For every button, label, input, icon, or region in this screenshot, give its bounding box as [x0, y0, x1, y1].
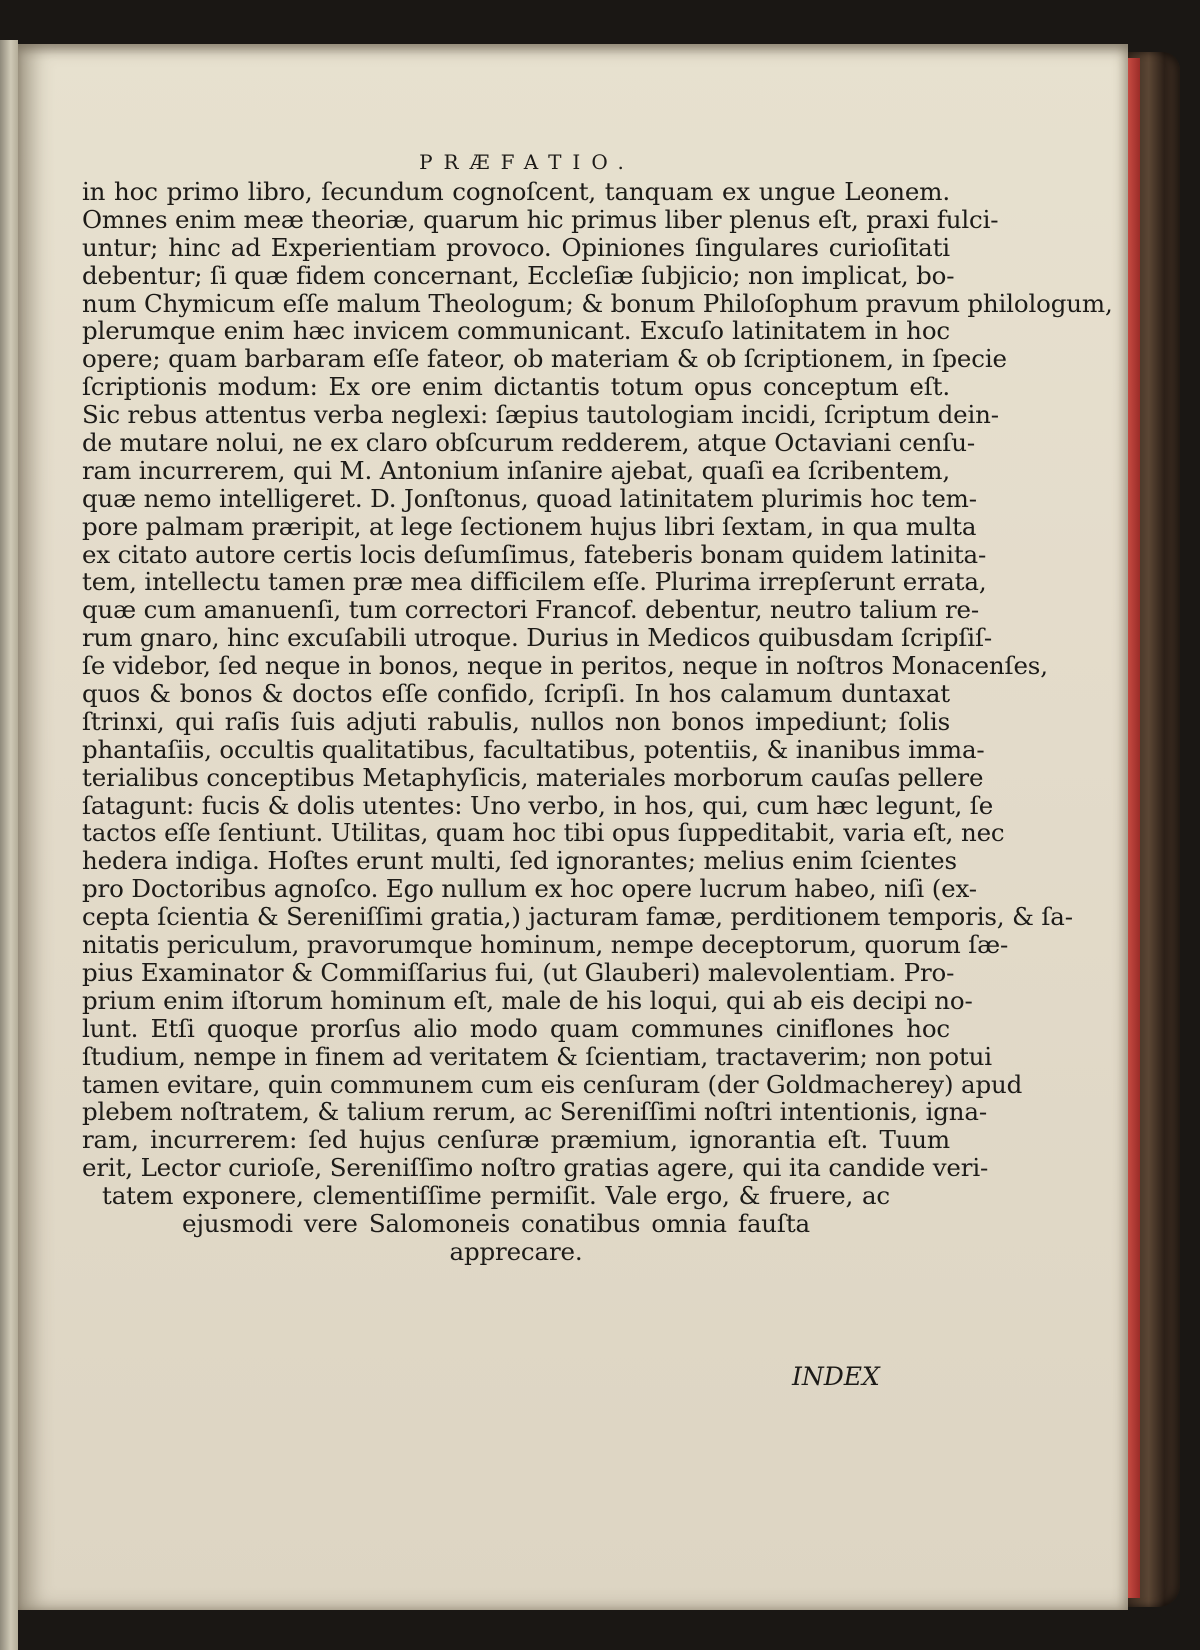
text-line: num Chymicum eſſe malum Theologum; & bonum Philoſophum pravum philologum,	[82, 288, 1113, 318]
text-line: pore palmam præripit, at lege ſectionem hujus libri ſextam, in qua multa	[82, 511, 977, 541]
text-line: Omnes enim meæ theoriæ, quarum hic primus liber plenus eſt, praxi fulci-	[82, 204, 999, 234]
text-line: tem, intellectu tamen præ mea difficilem eſſe. Plurima irrepſerunt errata,	[82, 567, 987, 597]
text-line: pro Doctoribus agnoſco. Ego nullum ex hoc opere lucrum habeo, niſi (ex-	[82, 874, 977, 904]
text-line: ex citato autore certis locis deſumſimus, fateberis bonam quidem latinita-	[82, 539, 987, 569]
text-line: opere; quam barbaram eſſe fateor, ob materiam & ob ſcriptionem, in ſpecie	[82, 344, 1007, 374]
text-line: de mutare nolui, ne ex claro obſcurum redderem, atque Octaviani cenſu-	[82, 428, 975, 458]
text-line: nitatis periculum, pravorumque hominum, nempe deceptorum, quorum ſæ-	[82, 930, 1009, 960]
text-line: ſtudium, nempe in finem ad veritatem & ſcientiam, tractaverim; non potui	[82, 1041, 992, 1071]
text-line: plebem noſtratem, & talium rerum, ac Sereniſſimi noſtri intentionis, igna-	[82, 1097, 988, 1127]
text-line: quæ nemo intelligeret. D. Jonſtonus, quoad latinitatem plurimis hoc tem-	[82, 483, 977, 513]
text-line: ejusmodi vere Salomoneis conatibus omnia fauſta	[182, 1208, 810, 1238]
text-line: debentur; ſi quæ fidem concernant, Eccleſiæ ſubjicio; non implicat, bo-	[82, 260, 955, 290]
text-line: lunt. Etſi quoque prorſus alio modo quam communes ciniflones hoc	[82, 1013, 950, 1043]
text-line: tamen evitare, quin communem cum eis cenſuram (der Goldmacherey) apud	[82, 1069, 1023, 1099]
text-line: ſe videbor, ſed neque in bonos, neque in peritos, neque in noſtros Monacenſes,	[82, 651, 1048, 681]
body-text	[82, 177, 1113, 1266]
text-line: erit, Lector curioſe, Sereniſſimo noſtro gratias agere, qui ita candide veri-	[82, 1153, 989, 1183]
text-line: ram incurrerem, qui M. Antonium inſanire ajebat, quaſi ea ſcribentem,	[82, 455, 950, 485]
text-line: Sic rebus attentus verba neglexi: ſæpius tautologiam incidi, ſcriptum dein-	[82, 400, 999, 430]
facing-page-edge	[0, 40, 18, 1650]
text-line: quæ cum amanuenſi, tum correctori Francof. debentur, neutro talium re-	[82, 595, 980, 625]
text-line: apprecare.	[449, 1236, 583, 1266]
text-line: cepta ſcientia & Sereniſſimi gratia,) jacturam famæ, perditionem temporis, & ſa-	[82, 902, 1073, 932]
text-line: terialibus conceptibus Metaphyſicis, materiales morborum cauſas pellere	[82, 762, 984, 792]
text-line: ram, incurrerem: ſed hujus cenſuræ præmium, ignorantia eſt. Tuum	[82, 1125, 950, 1155]
text-line: tatem exponere, clementiſſime permiſit. Vale ergo, & fruere, ac	[102, 1181, 890, 1211]
text-line: quos & bonos & doctos eſſe confido, ſcripſi. In hos calamum duntaxat	[82, 679, 950, 709]
text-line: ſatagunt: fucis & dolis utentes: Uno verbo, in hos, qui, cum hæc legunt, ſe	[82, 790, 994, 820]
text-line: ſtrinxi, qui raſis ſuis adjuti rabulis, nullos non bonos impediunt; ſolis	[82, 706, 950, 736]
red-page-edge	[1128, 58, 1140, 1598]
text-line: phantaſiis, occultis qualitatibus, facultatibus, potentiis, & inanibus imma-	[82, 734, 985, 764]
catchword: INDEX	[792, 1362, 880, 1391]
text-line: rum gnaro, hinc excuſabili utroque. Durius in Medicos quibusdam ſcripſiſ-	[82, 623, 993, 653]
text-line: pius Examinator & Commiſſarius fui, (ut Glauberi) malevolentiam. Pro-	[82, 957, 955, 987]
running-head: PRÆFATIO.	[419, 150, 635, 174]
text-line: hedera indiga. Hoſtes erunt multi, ſed ignorantes; melius enim ſcientes	[82, 846, 957, 876]
text-line: untur; hinc ad Experientiam provoco. Opiniones ſingulares curioſitati	[82, 232, 950, 262]
text-line: in hoc primo libro, ſecundum cognoſcent, tanquam ex ungue Leonem.	[82, 177, 950, 206]
text-line: tactos eſſe ſentiunt. Utilitas, quam hoc tibi opus ſuppeditabit, varia eſt, nec	[82, 818, 1005, 848]
text-line: ſcriptionis modum: Ex ore enim dictantis totum opus conceptum eſt.	[82, 372, 950, 402]
text-line: prium enim iſtorum hominum eſt, male de his loqui, qui ab eis decipi no-	[82, 985, 973, 1015]
text-block	[82, 150, 1113, 1266]
text-line: plerumque enim hæc invicem communicant. Excuſo latinitatem in hoc	[82, 316, 950, 346]
